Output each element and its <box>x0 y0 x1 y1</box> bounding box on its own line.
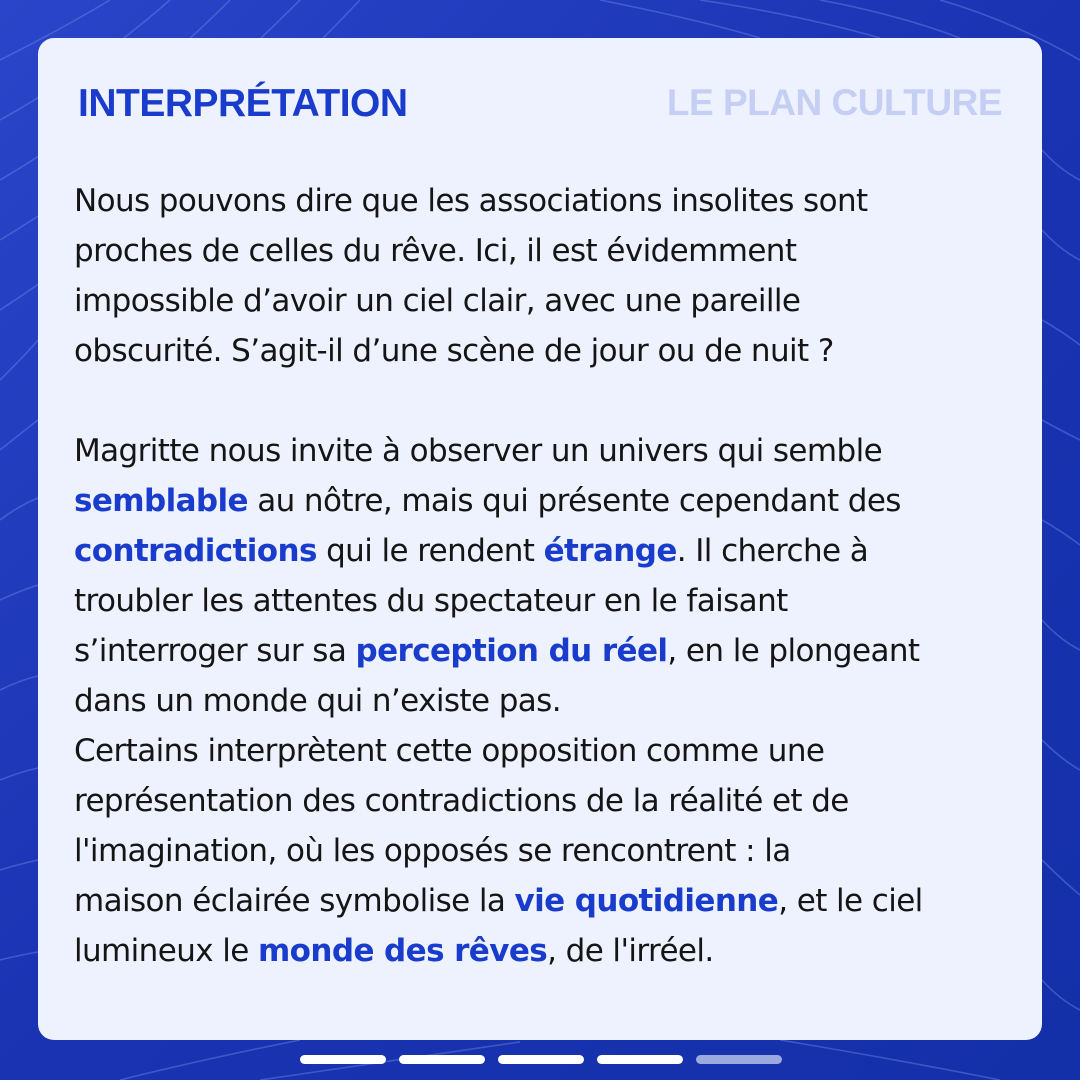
text-run: lumineux le <box>74 933 258 969</box>
paragraph-spacer <box>74 376 1014 426</box>
text-run: qui le rendent <box>316 533 544 569</box>
paragraph-1-line: Nous pouvons dire que les associations insolites sont <box>74 183 868 219</box>
pagination-dot-3[interactable] <box>498 1055 584 1064</box>
highlight-term: perception du réel <box>355 633 668 669</box>
paragraph-2-line <box>74 526 1014 576</box>
text-run: troubler les attentes du spectateur en le faisant <box>74 583 788 619</box>
text-run: représentation des contradictions de la réalité et de <box>74 783 849 819</box>
paragraph-2-line <box>74 626 1014 676</box>
paragraph-2-line <box>74 676 1014 726</box>
paragraph-2-line <box>74 576 1014 626</box>
pagination-dot-1[interactable] <box>300 1055 386 1064</box>
paragraph-1-line: proches de celles du rêve. Ici, il est évidemment <box>74 233 797 269</box>
content-card <box>38 38 1042 1040</box>
highlight-term: semblable <box>74 483 248 519</box>
paragraph-3-line <box>74 726 1014 776</box>
paragraph-2-line <box>74 426 1014 476</box>
paragraph-2-line <box>74 476 1014 526</box>
paragraph-1-line: obscurité. S’agit-il d’une scène de jour ou de nuit ? <box>74 333 834 369</box>
text-run: Magritte nous invite à observer un univers qui semble <box>74 433 883 469</box>
pagination-dot-2[interactable] <box>399 1055 485 1064</box>
brand-name: LE PLAN CULTURE <box>666 82 1002 123</box>
slide-pagination <box>300 1055 782 1064</box>
paragraph-3-line <box>74 876 1014 926</box>
text-run: s’interroger sur sa <box>74 633 356 669</box>
pagination-dot-5[interactable] <box>696 1055 782 1064</box>
paragraph-3-line <box>74 776 1014 826</box>
page-title: INTERPRÉTATION <box>78 82 408 125</box>
highlight-term: contradictions <box>74 533 317 569</box>
text-run: , de l'irréel. <box>547 933 714 969</box>
text-run: , en le plongeant <box>667 633 920 669</box>
paragraph-3-line <box>74 826 1014 876</box>
text-run: Certains interprètent cette opposition comme une <box>74 733 825 769</box>
paragraph-1-line: impossible d’avoir un ciel clair, avec une pareille <box>74 283 801 319</box>
text-run: , et le ciel <box>778 883 923 919</box>
text-run: . Il cherche à <box>676 533 869 569</box>
highlight-term: monde des rêves <box>257 933 548 969</box>
highlight-term: vie quotidienne <box>514 883 779 919</box>
text-run: dans un monde qui n’existe pas. <box>74 683 561 719</box>
paragraph-3-line <box>74 926 1014 976</box>
text-run: maison éclairée symbolise la <box>74 883 515 919</box>
text-run: au nôtre, mais qui présente cependant des <box>247 483 901 519</box>
body-text <box>74 176 1014 976</box>
highlight-term: étrange <box>543 533 677 569</box>
pagination-dot-4[interactable] <box>597 1055 683 1064</box>
text-run: l'imagination, où les opposés se rencontrent : la <box>74 833 791 869</box>
